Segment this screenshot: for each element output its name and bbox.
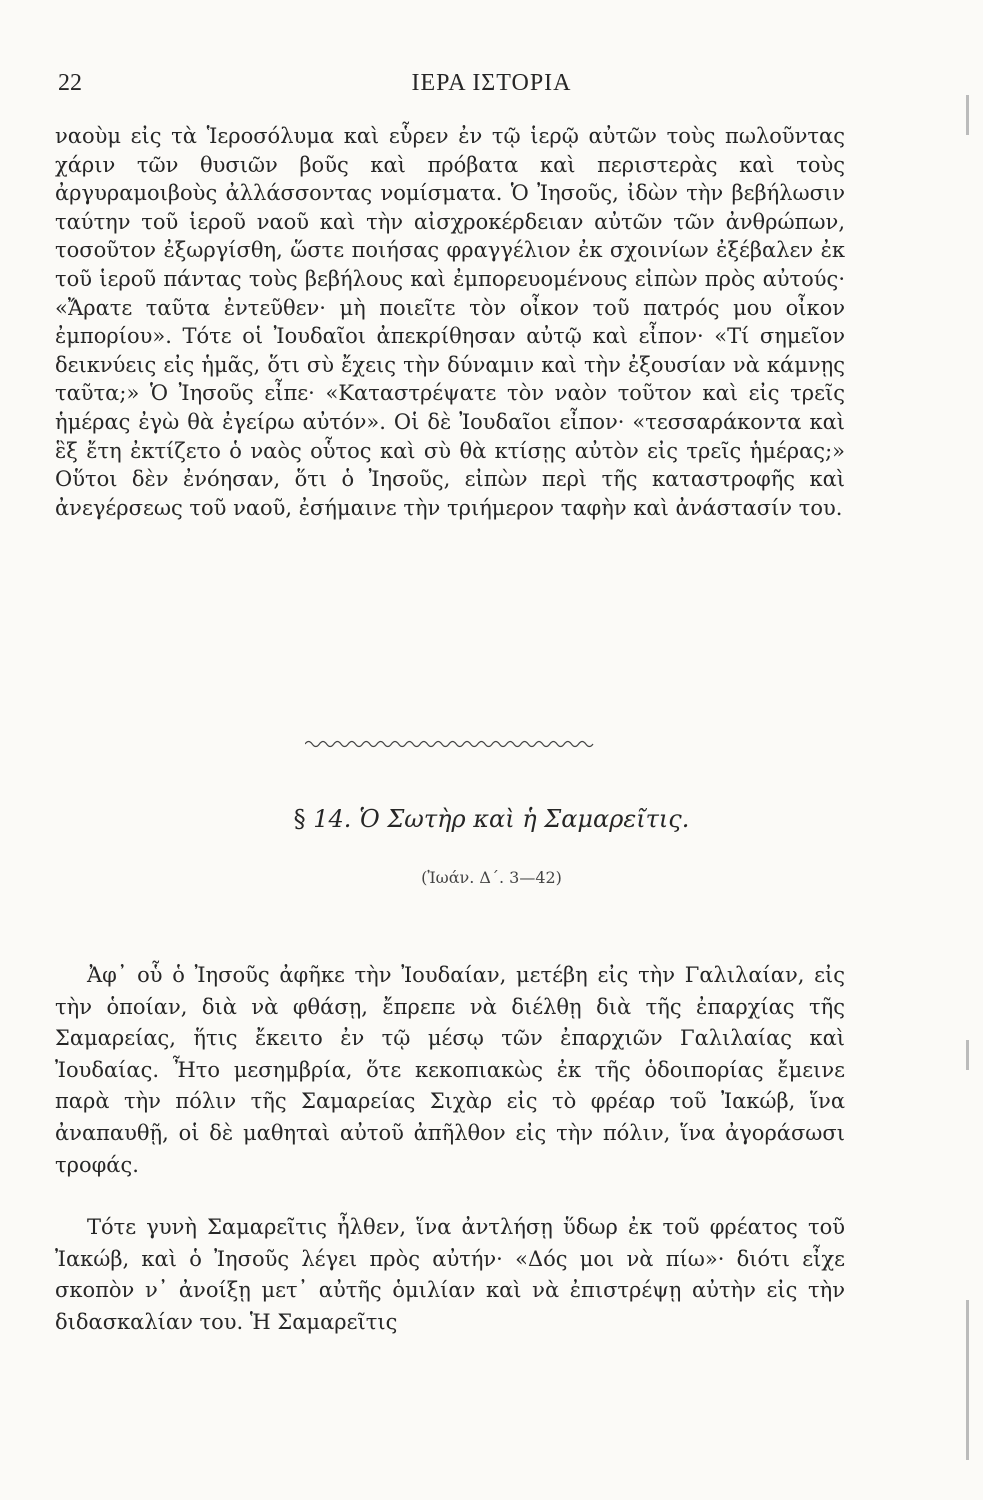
section-symbol: § [293,805,306,833]
paragraph-1-text: ναοὺμ εἰς τὰ Ἱεροσόλυμα καὶ εὗρεν ἐν τῷ ἱερῷ αὐτῶν τοὺς πωλοῦντας χάριν τῶν θυσιῶν βοῦς καὶ πρόβατα καὶ περιστερὰς καὶ τοὺς ἀργυραμοιβοὺς ἀλλάσσοντας νομίσματα. Ὁ Ἰησοῦς, ἰδὼν τὴν βεβήλωσιν ταύτην τοῦ ἱεροῦ ναοῦ καὶ τὴν αἰσχροκέρδειαν αὐτῶν τῶν ἀνθρώπων, τοσοῦτον ἐξωργίσθη, ὥστε ποιήσας φραγγέλιον ἐκ σχοινίων ἐξέβαλεν ἐκ τοῦ ἱεροῦ πάντας τοὺς βεβήλους καὶ ἐμπορευομένους εἰπὼν πρὸς αὐτούς· «Ἄρατε ταῦτα ἐντεῦθεν· μὴ ποιεῖτε τὸν οἶκον τοῦ πατρός μου οἶκον ἐμπορίου». Τότε οἱ Ἰουδαῖοι ἀπεκρίθησαν αὐτῷ καὶ εἶπον· «Τί σημεῖον δεικνύεις εἰς ἡμᾶς, ὅτι σὺ ἔχεις τὴν δύναμιν καὶ τὴν ἐξουσίαν νὰ κάμνῃς ταῦτα;» Ὁ Ἰησοῦς εἶπε· «Καταστρέψατε τὸν ναὸν τοῦτον καὶ εἰς τρεῖς ἡμέρας ἐγὼ θὰ ἐγείρω αὐτόν». Οἱ δὲ Ἰουδαῖοι εἶπον· «τεσσαράκοντα καὶ ἓξ ἔτη ἐκτίζετο ὁ ναὸς οὗτος καὶ σὺ θὰ κτίσῃς αὐτὸν εἰς τρεῖς ἡμέρας;» Οὕτοι δὲν ἐνόησαν, ὅτι ὁ Ἰησοῦς, εἰπὼν περὶ τῆς καταστροφῆς καὶ ἀνεγέρσεως τοῦ ναοῦ, ἐσήμαινε τὴν τριήμερον ταφὴν καὶ ἀνάστασίν του. [55,124,845,520]
page-edge-mark [966,1040,969,1070]
wavy-divider [305,738,595,750]
page-header [0,70,983,110]
scripture-reference: (Ἰωάν. Δ΄. 3—42) [421,868,562,887]
page-number: 22 [58,70,82,96]
page-edge-mark [966,95,969,135]
section-title: Ὁ Σωτὴρ καὶ ἡ Σαμαρεῖτις. [359,805,690,833]
paragraph-1 [55,122,845,522]
paragraph-3 [55,1212,845,1338]
paragraph-2 [55,960,845,1181]
running-title: ΙΕΡΑ ΙΣΤΟΡΙΑ [411,70,572,96]
section-heading [0,805,983,833]
paragraph-2-text: Ἀφ᾽ οὗ ὁ Ἰησοῦς ἀφῆκε τὴν Ἰουδαίαν, μετέβη εἰς τὴν Γαλιλαίαν, εἰς τὴν ὁποίαν, διὰ νὰ φθάσῃ, ἔπρεπε νὰ διέλθῃ διὰ τῆς ἐπαρχίας τῆς Σαμαρείας, ἥτις ἔκειτο ἐν τῷ μέσῳ τῶν ἐπαρχιῶν Γαλιλαίας καὶ Ἰουδαίας. Ἦτο μεσημβρία, ὅτε κεκοπιακὼς ἐκ τῆς ὁδοιπορίας ἔμεινε παρὰ τὴν πόλιν τῆς Σαμαρείας Σιχὰρ εἰς τὸ φρέαρ τοῦ Ἰακώβ, ἵνα ἀναπαυθῇ, οἱ δὲ μαθηταὶ αὐτοῦ ἀπῆλθον εἰς τὴν πόλιν, ἵνα ἀγοράσωσι τροφάς. [55,963,845,1177]
section-number: 14. [313,805,352,833]
paragraph-3-text: Τότε γυνὴ Σαμαρεῖτις ἦλθεν, ἵνα ἀντλήσῃ ὕδωρ ἐκ τοῦ φρέατος τοῦ Ἰακώβ, καὶ ὁ Ἰησοῦς λέγει πρὸς αὐτήν· «Δός μοι νὰ πίω»· διότι εἶχε σκοπὸν ν᾽ ἀνοίξῃ μετ᾽ αὐτῆς ὁμιλίαν καὶ νὰ ἐπιστρέψῃ αὐτὴν εἰς τὴν διδασκαλίαν του. Ἡ Σαμαρεῖτις [55,1215,845,1334]
page-edge-mark [966,1300,969,1460]
